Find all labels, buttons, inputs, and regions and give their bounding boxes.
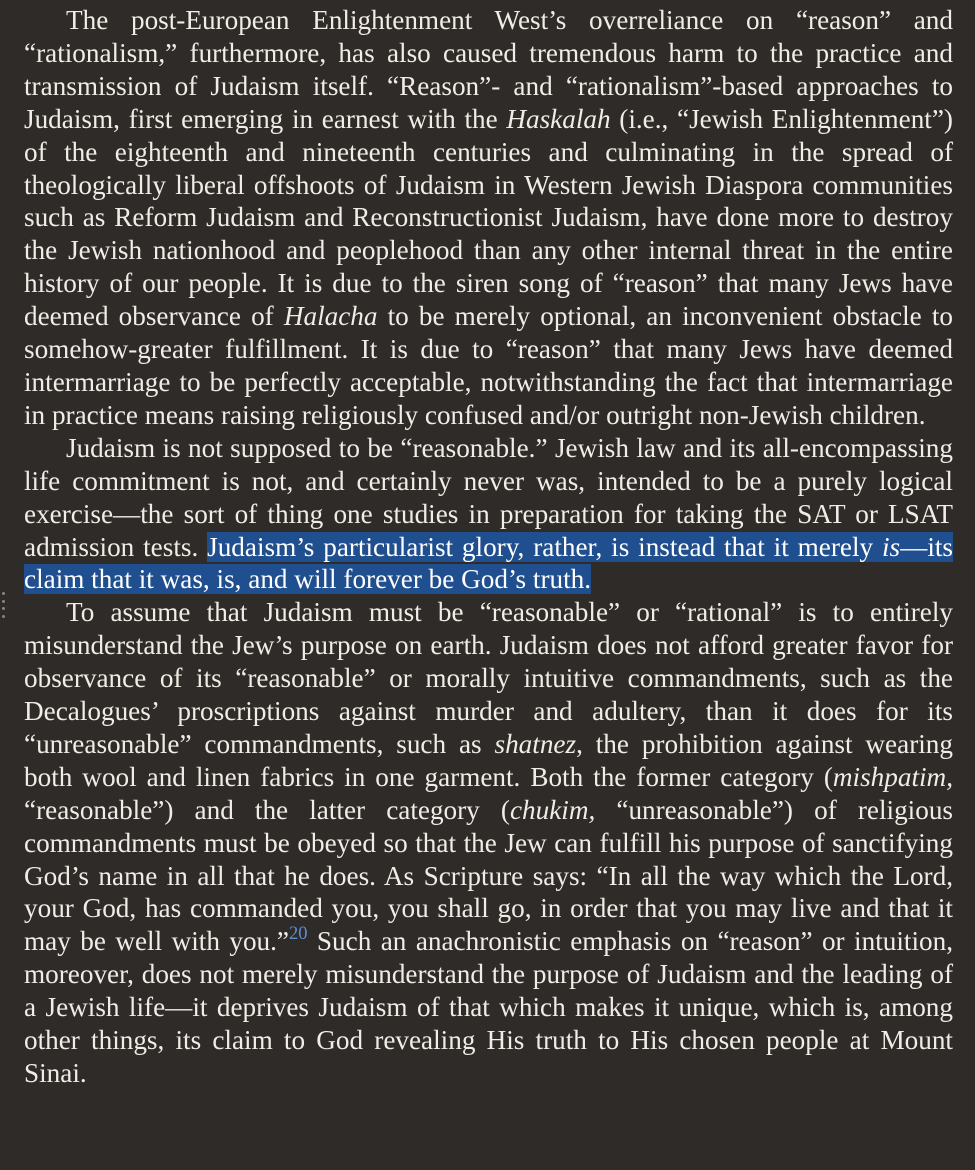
text-segment: Judaism is not supposed to be “reasonable.” Jewish law and its all-encompassing life commitment is not, and certainly never was, intended to be a purely logical exercise—the sort of thing one studies in preparation for taking the SAT or LSAT admission tests.	[24, 432, 953, 562]
paragraph	[24, 432, 953, 597]
text-segment: (i.e., “Jewish Enlightenment”) of the eighteenth and nineteenth centuries and culminating in the spread of theologically liberal offshoots of Judaism in Western Jewish Diaspora communities such as Reform Judaism and Reconstructionist Judaism, have done more to destroy the Jewish nationhood and peoplehood than any other internal threat in the entire history of our people. It is due to the siren song of “reason” that many Jews have deemed observance of	[24, 103, 953, 332]
body-text	[24, 4, 953, 1090]
paragraph	[24, 596, 953, 1090]
italic-text: chukim,	[509, 794, 596, 825]
highlighted-text: Judaism’s particularist glory, rather, is instead that it merely	[207, 531, 882, 562]
italic-text: Halacha	[283, 301, 378, 332]
text-segment: The post-European Enlightenment West’s overreliance on “reason” and “rationalism,” furthermore, has also caused tremendous harm to the practice and transmission of Judaism itself. “Reason”- and “rationalism”-based approaches to Judaism, first emerging in earnest with the	[24, 5, 953, 134]
text-segment: , the prohibition against wearing both wool and linen fabrics in one garment. Both the former category (	[24, 728, 953, 792]
text-segment: To assume that Judaism must be “reasonable” or “rational” is to entirely misunderstand the Jew’s purpose on earth. Judaism does not afford greater favor for observance of its “reasonable” or morally intuitive commandments, such as the Decalogues’ proscriptions against murder and adultery, than it does for its “unreasonable” commandments, such as	[24, 597, 953, 759]
italic-text: mishpatim,	[832, 761, 953, 792]
highlighted-text: is	[881, 531, 901, 562]
drag-handle-icon[interactable]	[2, 592, 6, 618]
highlighted-text: —its claim that it was, is, and will forever be God’s truth.	[24, 531, 953, 595]
text-segment: to be merely optional, an inconvenient obstacle to somehow-greater fulfillment. It is due to “reason” that many Jews have deemed intermarriage to be perfectly acceptable, notwithstanding the fact that intermarriage in practice means raising religiously confused and/or outright non-Jewish children.	[24, 301, 953, 430]
text-segment: Such an anachronistic emphasis on “reason” or intuition, moreover, does not merely misunderstand the purpose of Judaism and the leading of a Jewish life—it deprives Judaism of that which makes it unique, which is, among other things, its claim to God revealing His truth to His chosen people at Mount Sinai.	[24, 926, 953, 1088]
footnote-link[interactable]: 20	[289, 923, 308, 944]
text-segment: “unreasonable”) of religious commandments must be obeyed so that the Jew can fulfill his purpose of sanctifying God’s name in all that he does. As Scripture says: “In all the way which the Lord, your God, has commanded you, you shall go, in order that you may live and that it may be well with you.”	[24, 794, 954, 957]
italic-text: shatnez	[494, 728, 577, 759]
paragraph	[24, 4, 953, 432]
italic-text: Haskalah	[506, 103, 611, 134]
text-segment: “reasonable”) and the latter category (	[24, 794, 510, 825]
